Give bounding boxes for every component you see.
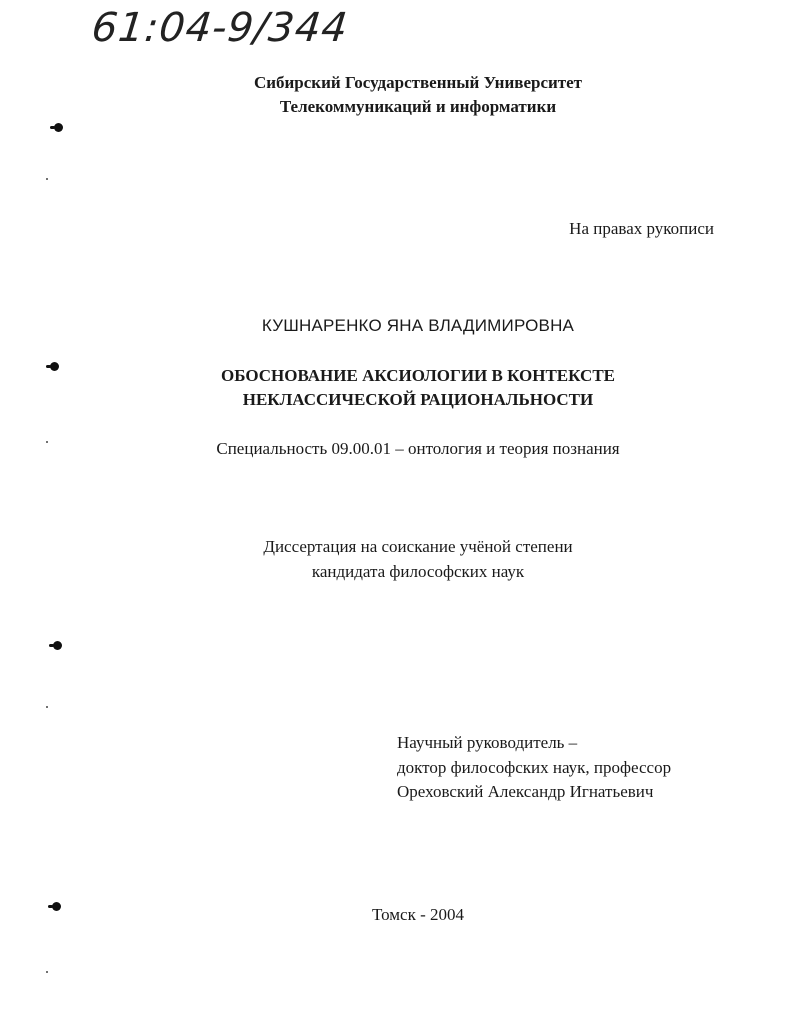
dissertation-title-line-1: ОБОСНОВАНИЕ АКСИОЛОГИИ В КОНТЕКСТЕ (220, 366, 615, 385)
author-name: КУШНАРЕНКО ЯНА ВЛАДИМИРОВНА (261, 316, 575, 335)
scan-speck (46, 178, 48, 180)
city-year: Томск - 2004 (371, 905, 464, 924)
dissertation-title-line-2: НЕКЛАССИЧЕСКОЙ РАЦИОНАЛЬНОСТИ (242, 390, 594, 409)
university-name-line-2: Телекоммуникаций и информатики (279, 97, 557, 116)
supervisor-name: Ореховский Александр Игнатьевич (397, 782, 654, 801)
degree-line-1: Диссертация на соискание учёной степени (263, 537, 573, 556)
punch-hole-mark (52, 902, 61, 911)
punch-hole-mark (53, 641, 62, 650)
supervisor-degree: доктор философских наук, профессор (397, 758, 672, 777)
university-name-line-1: Сибирский Государственный Университет (253, 73, 583, 92)
scan-speck (46, 706, 48, 708)
supervisor-label: Научный руководитель – (397, 733, 578, 752)
specialty: Специальность 09.00.01 – онтология и теория познания (216, 439, 620, 458)
degree-line-2: кандидата философских наук (311, 562, 525, 581)
rights-note: На правах рукописи (569, 219, 714, 238)
punch-hole-mark (50, 362, 59, 371)
scan-speck (46, 971, 48, 973)
archive-code-handwritten: 61:04-9/344 (89, 5, 351, 51)
scan-speck (46, 441, 48, 443)
punch-hole-mark (54, 123, 63, 132)
